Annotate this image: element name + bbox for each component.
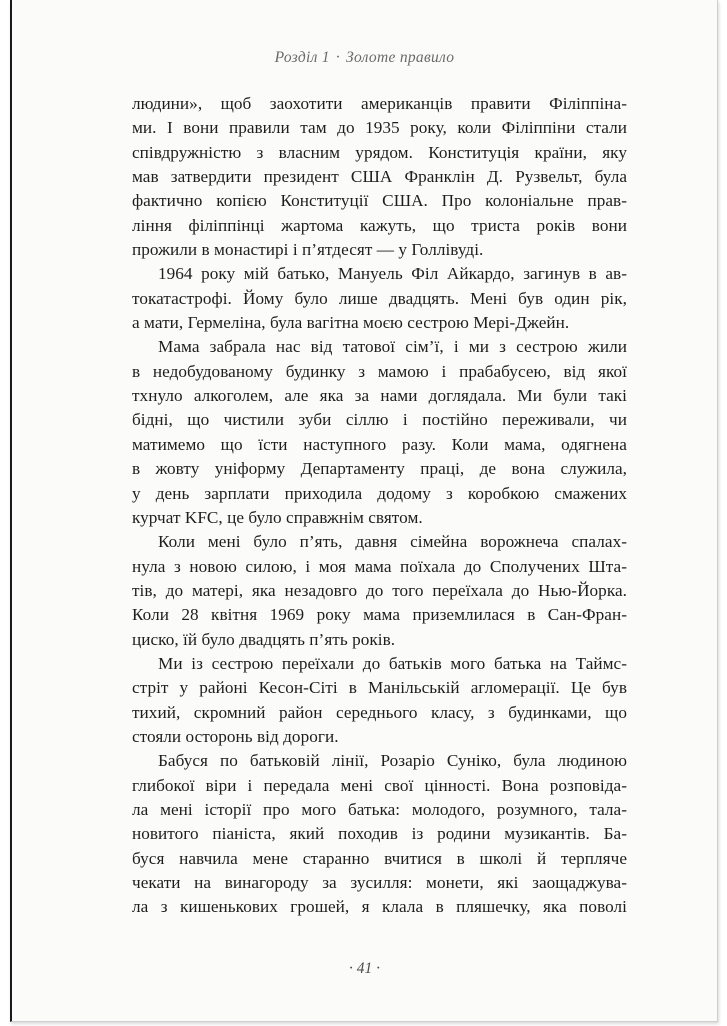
header-separator: · (335, 49, 341, 66)
paragraph (132, 530, 627, 652)
text-line: Мама забрала нас від татової сім’ї, і ми з сестрою жили (158, 337, 627, 357)
text-line: стояли осторонь від дороги. (132, 726, 339, 746)
text-line: Коли мені було п’ять, давня сімейна ворожнеча спалах- (158, 532, 627, 552)
body-text (132, 92, 627, 920)
text-line: мав затвердити президент США Франклін Д. Рузвельт, була (132, 167, 627, 187)
text-line: в жовту уніформу Департаменту праці, де вона служила, (132, 459, 627, 479)
paragraph (132, 749, 627, 919)
text-line: стріт у районі Кесон-Сіті в Манільській агломерації. Це був (132, 678, 627, 698)
book-page (10, 0, 718, 1022)
text-line: циско, їй було двадцять п’ять років. (132, 629, 396, 649)
text-line: новитого піаніста, який походив із родини музикантів. Ба- (132, 824, 627, 844)
running-header (12, 49, 717, 67)
text-line: в недобудованому будинку з мамою і прабабусею, від якої (132, 361, 627, 381)
text-line: людини», щоб заохотити американців правити Філіппіна- (132, 94, 627, 113)
text-line: нула з новою силою, і моя мама поїхала до Сполучених Шта- (132, 556, 627, 576)
chapter-title: Золоте правило (346, 49, 455, 66)
paragraph (132, 335, 627, 530)
chapter-number: Розділ 1 (274, 49, 330, 66)
text-line: бідні, що чистили зуби сіллю і постійно переживали, чи (132, 410, 627, 430)
text-line: чекати на винагороду за зусилля: монети, які заощаджува- (132, 873, 627, 892)
text-line: глибокої віри і передала мені свої цінності. Вона розповіда- (132, 775, 627, 795)
page-number: · 41 · (349, 960, 380, 977)
text-line: Коли 28 квітня 1969 року мама приземлилася в Сан-Фран- (132, 605, 627, 625)
paragraph (132, 92, 627, 262)
text-line: ла з кишенькових грошей, я клала в пляшечку, яка поволі (132, 897, 627, 917)
text-line: Бабуся по батьковій лінії, Розаріо Суніко, була людиною (158, 751, 627, 771)
text-line: фактично копією Конституції США. Про колоніальне прав- (132, 191, 627, 211)
text-line: тів, до матері, яка незадовго до того переїхала до Нью-Йорка. (132, 580, 627, 600)
text-line: Ми із сестрою переїхали до батьків мого батька на Таймс- (158, 653, 627, 673)
text-line: ла мені історії про мого батька: молодого, розумного, тала- (132, 799, 627, 819)
text-line: буся навчила мене старанно вчитися в школі й терпляче (132, 848, 627, 868)
paragraph (132, 652, 627, 749)
text-line: у день зарплати приходила додому з коробкою смажених (132, 483, 627, 503)
text-line: курчат KFC, це було справжнім святом. (132, 507, 423, 527)
text-line: тхнуло алкоголем, але яка за нами доглядала. Ми були такі (132, 386, 627, 406)
text-line: співдружністю з власним урядом. Конституція країни, яку (132, 142, 627, 162)
text-line: а мати, Гермеліна, була вагітна моєю сестрою Мері-Джейн. (132, 313, 570, 333)
paragraph (132, 262, 627, 335)
text-line: тихий, скромний район середнього класу, з будинками, що (132, 702, 627, 722)
text-line: 1964 року мій батько, Мануель Філ Айкардо, загинув в ав- (158, 264, 627, 284)
text-line: матимемо що їсти наступного разу. Коли мама, одягнена (132, 434, 627, 454)
text-line: ми. І вони правили там до 1935 року, коли Філіппіни стали (132, 118, 627, 138)
text-line: токатастрофі. Йому було лише двадцять. Мені був один рік, (132, 288, 627, 308)
text-line: ління філіппінці жартома кажуть, що триста років вони (132, 215, 627, 235)
text-line: прожили в монастирі і п’ятдесят — у Голлівуді. (132, 240, 484, 260)
